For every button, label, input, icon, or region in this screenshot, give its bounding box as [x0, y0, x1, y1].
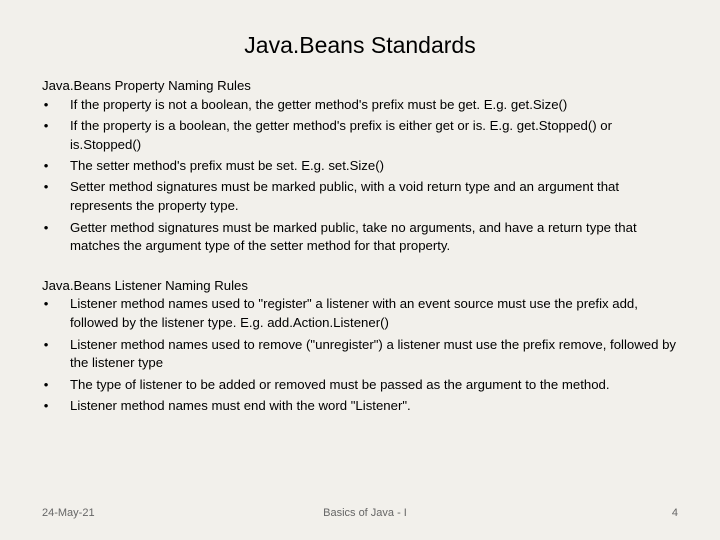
bullet-text: Listener method names used to remove ("unregister") a listener must use the prefix remove, followed by the listener type [70, 336, 677, 371]
bullet-text: The type of listener to be added or removed must be passed as the argument to the method. [70, 376, 610, 392]
bullet-icon: • [43, 118, 49, 134]
list-item [42, 336, 682, 374]
bullet-text: If the property is a boolean, the getter method's prefix is either get or is. E.g. get.Stopped() or is.Stopped() [70, 118, 613, 152]
footer-title: Basics of Java - I [323, 507, 407, 519]
list-item [42, 295, 682, 333]
list-item [42, 157, 682, 176]
bullet-text: Getter method signatures must be marked public, take no arguments, and have a return type that matches the argument type of the setter method for that property. [70, 219, 637, 254]
bullet-text: Listener method names used to "register" a listener with an event source must use the prefix add, followed by the listener type. E.g. add.Action.Listener() [70, 296, 638, 331]
bullet-icon: • [43, 397, 49, 413]
list-item [42, 397, 682, 416]
bullet-text: Setter method signatures must be marked public, with a void return type and an argument that represents the property type. [70, 179, 620, 214]
section-spacer [42, 259, 682, 277]
page-number: 4 [671, 507, 678, 519]
section-heading: Java.Beans Property Naming Rules [42, 78, 251, 93]
bullet-icon: • [43, 96, 49, 112]
bullet-text: The setter method's prefix must be set. E.g. set.Size() [70, 158, 385, 174]
bullet-icon: • [43, 179, 49, 195]
bullet-icon: • [43, 376, 49, 392]
bullet-icon: • [43, 158, 49, 174]
slide-content [42, 77, 682, 418]
bullet-icon: • [43, 219, 49, 235]
listener-naming-section [42, 277, 682, 416]
list-item [42, 117, 682, 155]
list-item [42, 178, 682, 216]
bullet-list [42, 295, 682, 415]
bullet-text: If the property is not a boolean, the getter method's prefix must be get. E.g. get.Size() [70, 96, 568, 112]
footer-date: 24-May-21 [42, 507, 95, 519]
property-naming-section [42, 77, 682, 256]
list-item [42, 96, 682, 115]
bullet-icon: • [43, 336, 49, 352]
slide-title: Java.Beans Standards [244, 32, 476, 58]
list-item [42, 219, 682, 257]
bullet-icon: • [43, 296, 49, 312]
list-item [42, 376, 682, 395]
bullet-list [42, 96, 682, 256]
section-heading: Java.Beans Listener Naming Rules [42, 277, 248, 293]
bullet-text: Listener method names must end with the word "Listener". [70, 397, 411, 413]
